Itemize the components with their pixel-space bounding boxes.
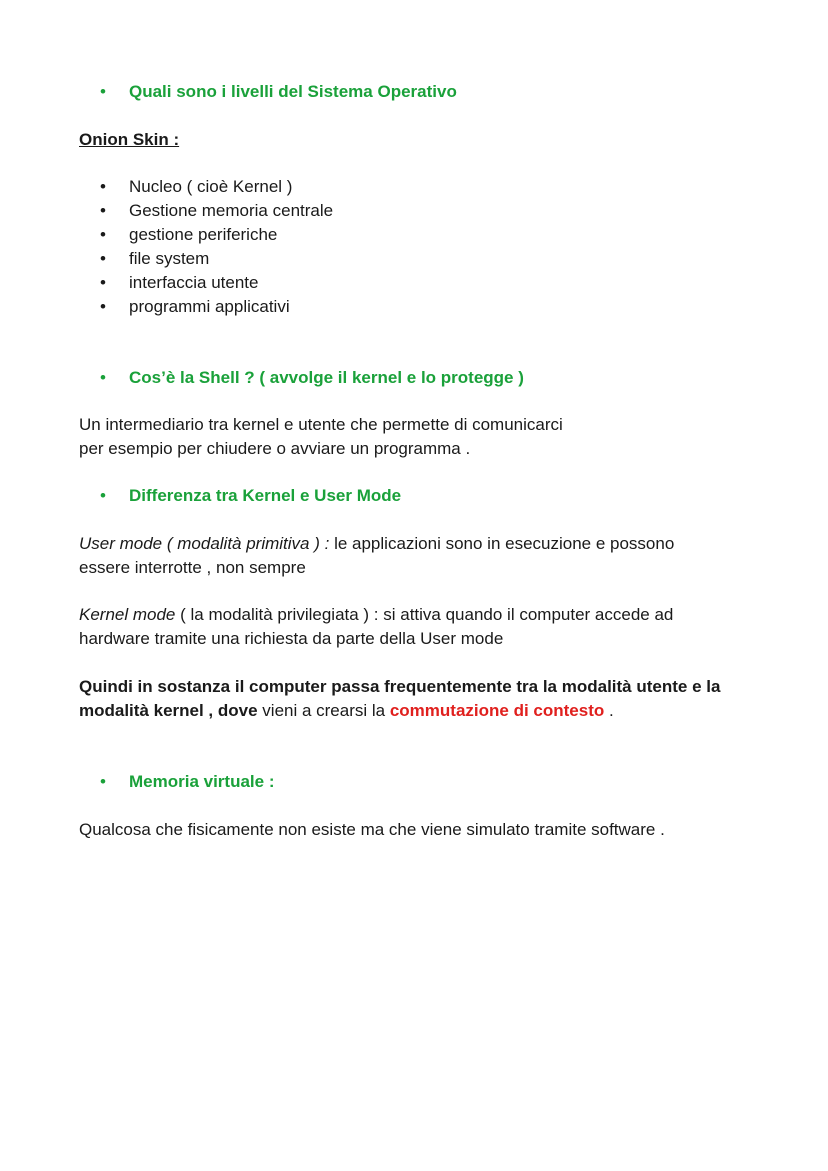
- list-item: [100, 175, 292, 199]
- bullet-icon: •: [100, 368, 106, 387]
- list-item: [100, 199, 333, 223]
- section-heading-livelli: [100, 80, 457, 104]
- list-item-text: file system: [129, 249, 210, 268]
- bullet-icon: •: [100, 772, 106, 791]
- list-item: [100, 223, 277, 247]
- list-item-text: Nucleo ( cioè Kernel ): [129, 177, 293, 196]
- kernel-mode-line1: [79, 603, 673, 627]
- bullet-icon: •: [100, 225, 106, 244]
- list-item-text: interfaccia utente: [129, 273, 259, 292]
- bullet-icon: •: [100, 297, 106, 316]
- user-mode-line2: essere interrotte , non sempre: [79, 558, 306, 577]
- user-mode-text: le applicazioni sono in esecuzione e possono: [329, 534, 675, 553]
- bullet-icon: •: [100, 177, 106, 196]
- summary-normal-text: vieni a crearsi la: [257, 701, 390, 720]
- heading-text: Cos’è la Shell ? ( avvolge il kernel e lo protegge ): [129, 368, 524, 387]
- section-heading-memoria: [100, 770, 275, 794]
- onion-skin-title: Onion Skin :: [79, 130, 180, 149]
- heading-text: Memoria virtuale :: [129, 772, 275, 791]
- heading-text: Differenza tra Kernel e User Mode: [129, 486, 402, 505]
- list-item: [100, 271, 258, 295]
- heading-text: Quali sono i livelli del Sistema Operativo: [129, 82, 457, 101]
- section-heading-shell: [100, 366, 524, 390]
- list-item-text: gestione periferiche: [129, 225, 278, 244]
- bullet-icon: •: [100, 273, 106, 292]
- bullet-icon: •: [100, 249, 106, 268]
- summary-end-text: .: [604, 701, 614, 720]
- kernel-mode-line2: hardware tramite una richiesta da parte della User mode: [79, 629, 504, 648]
- section-heading-kernel-user: [100, 484, 401, 508]
- bullet-icon: •: [100, 82, 106, 101]
- bullet-icon: •: [100, 486, 106, 505]
- user-mode-label: User mode ( modalità primitiva ) :: [79, 534, 330, 553]
- virtual-memory-paragraph: Qualcosa che fisicamente non esiste ma che viene simulato tramite software .: [79, 820, 665, 839]
- kernel-mode-text: ( la modalità privilegiata ) : si attiva quando il computer accede ad: [175, 605, 674, 624]
- shell-paragraph-line2: per esempio per chiudere o avviare un programma .: [79, 439, 471, 458]
- summary-bold-text: modalità kernel , dove: [79, 701, 258, 720]
- shell-paragraph-line1: Un intermediario tra kernel e utente che permette di comunicarci: [79, 415, 563, 434]
- user-mode-line1: [79, 532, 674, 556]
- bullet-icon: •: [100, 201, 106, 220]
- kernel-mode-label: Kernel mode: [79, 605, 176, 624]
- context-switch-highlight: commutazione di contesto: [389, 701, 605, 720]
- list-item-text: Gestione memoria centrale: [129, 201, 334, 220]
- summary-line1: Quindi in sostanza il computer passa frequentemente tra la modalità utente e la: [79, 677, 721, 696]
- list-item: [100, 247, 209, 271]
- list-item: [100, 295, 290, 319]
- list-item-text: programmi applicativi: [129, 297, 290, 316]
- summary-line2: [79, 699, 614, 723]
